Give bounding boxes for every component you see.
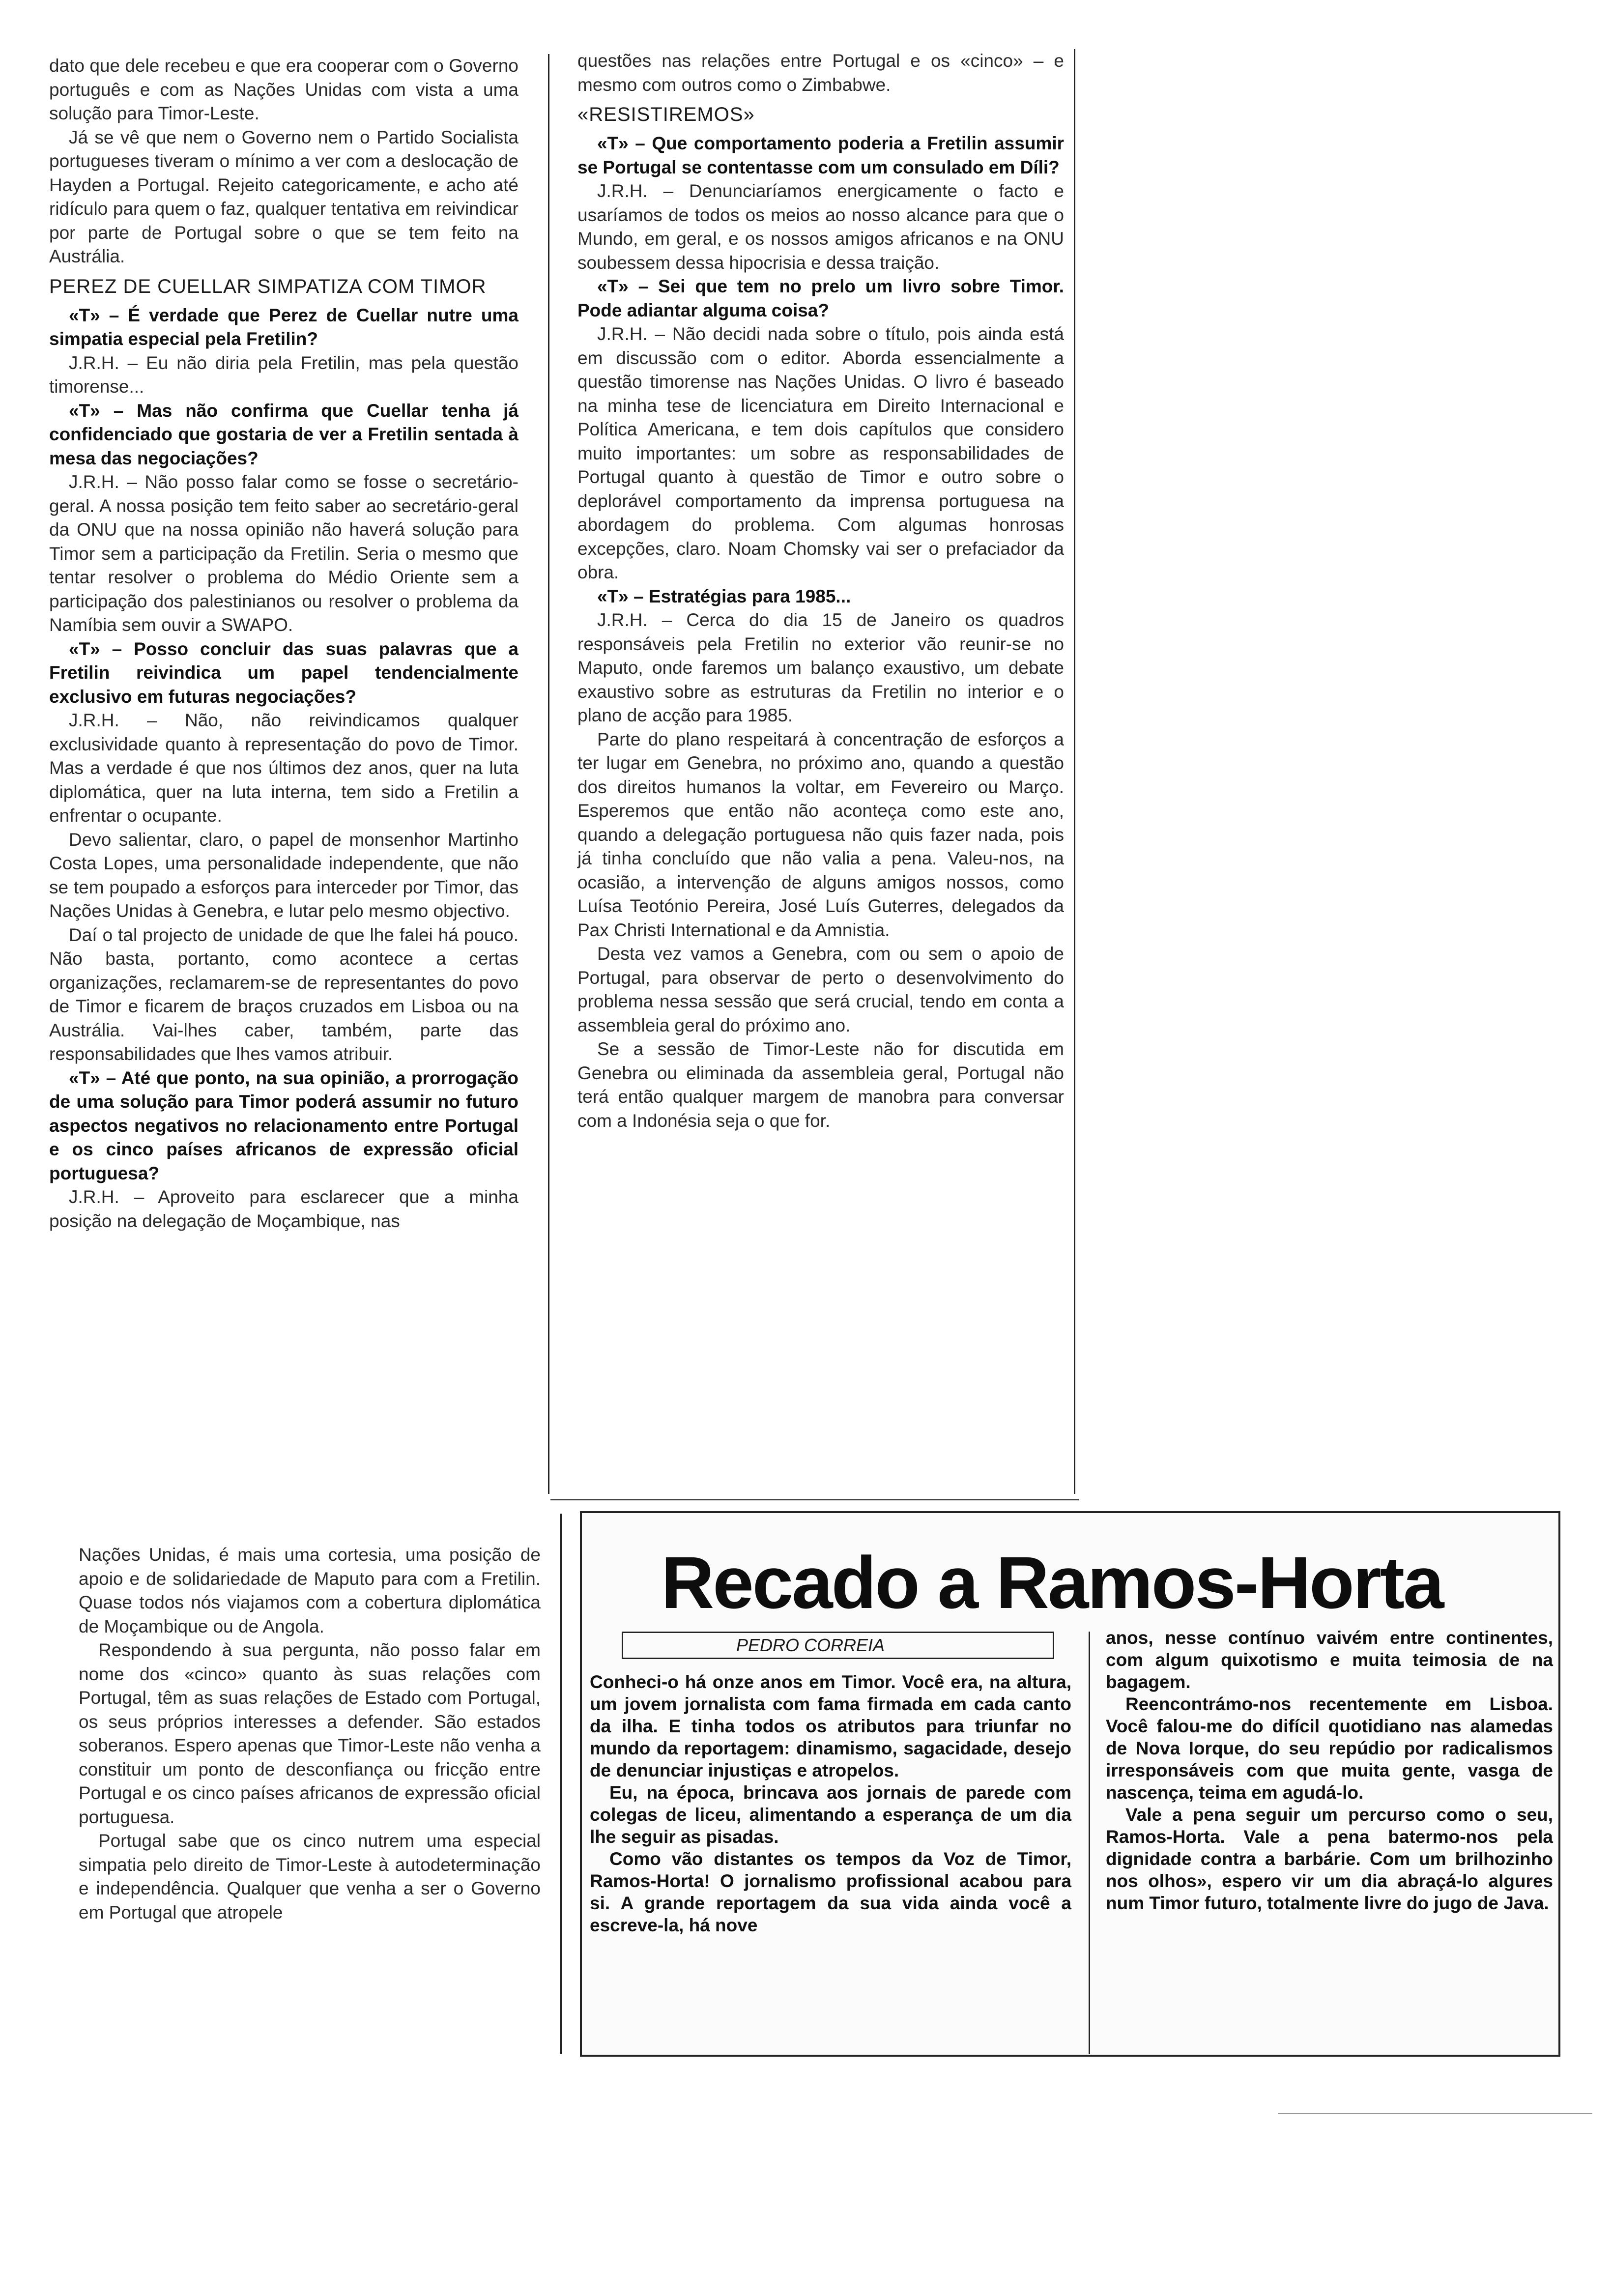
- paragraph: Conheci-o há onze anos em Timor. Você era, na altura, um jovem jornalista com fama firmada em cada canto da ilha. E tinha todos os atributos para triunfar no mundo da reportagem: dinamismo, sagacidade, desejo de denunciar injustiças e atropelos.: [590, 1672, 1071, 1780]
- question: «T» – Posso concluir das suas palavras que a Fretilin reivindica um papel tendencialmente exclusivo em futuras negociações?: [49, 638, 518, 707]
- paragraph: Nações Unidas, é mais uma cortesia, uma posição de apoio e de solidariedade de Maputo para com a Fretilin. Quase todos nós viajamos com a cobertura diplomática de Moçambique ou de Angola.: [79, 1545, 541, 1636]
- article-column-3: [79, 1543, 541, 1924]
- question: «T» – É verdade que Perez de Cuellar nutre uma simpatia especial pela Fretilin?: [49, 305, 518, 349]
- paragraph: questões nas relações entre Portugal e os «cinco» – e mesmo com outros como o Zimbabwe.: [577, 51, 1064, 95]
- answer: J.R.H. – Não decidi nada sobre o título, pois ainda está em discussão com o editor. Aborda essencialmente a questão timorense nas Nações Unidas. O livro é baseado na minha tese de licenciatura em Direito Internacional e Política Americana, e tem dois capítulos que considero muito importantes: um sobre as responsabilidades de Portugal quanto à questão de Timor e outro sobre o deplorável comportamento da imprensa portuguesa na abordagem do problema. Com algumas honrosas excepções, claro. Noam Chomsky vai ser o prefaciador da obra.: [577, 324, 1064, 582]
- paragraph: Daí o tal projecto de unidade de que lhe falei há pouco. Não basta, portanto, como acontece a certas organizações, reclamarem-se de representantes do povo de Timor e ficarem de braços cruzados em Lisboa ou na Austrália. Vai-lhes caber, também, parte das responsabilidades que lhes vamos atribuir.: [49, 924, 518, 1064]
- clipping-edge: [550, 1499, 1079, 1500]
- section-heading: «RESISTIREMOS»: [577, 104, 755, 125]
- answer: J.R.H. – Eu não diria pela Fretilin, mas pela questão timorense...: [49, 352, 518, 397]
- question: «T» – Até que ponto, na sua opinião, a prorrogação de uma solução para Timor poderá assumir no futuro aspectos negativos no relacionamento entre Portugal e os cinco países africanos de expressão oficial portuguesa?: [49, 1067, 518, 1183]
- clipping-column-left: [590, 1671, 1071, 1936]
- column-edge: [560, 1514, 562, 2054]
- paragraph: Devo salientar, claro, o papel de monsenhor Martinho Costa Lopes, uma personalidade independente, que não se tem poupado a esforços para interceder por Timor, das Nações Unidas à Genebra, e lutar pelo mesmo objectivo.: [49, 829, 518, 921]
- paragraph: anos, nesse contínuo vaivém entre continentes, com algum quixotismo e muita teimosia de na bagagem.: [1106, 1628, 1553, 1692]
- question: «T» – Que comportamento poderia a Fretilin assumir se Portugal se contentasse com um consulado em Díli?: [577, 133, 1064, 177]
- paragraph: dato que dele recebeu e que era cooperar com o Governo português e com as Nações Unidas com vista a uma solução para Timor-Leste.: [49, 56, 518, 123]
- paragraph: Respondendo à sua pergunta, não posso falar em nome dos «cinco» quanto às suas relações com Portugal, têm as suas relações de Estado com Portugal, os seus próprios interesses a defender. São estados soberanos. Espero apenas que Timor-Leste não venha a constituir um ponto de desconfiança ou fricção entre Portugal e os cinco países africanos de expressão oficial portuguesa.: [79, 1640, 541, 1827]
- answer: J.R.H. – Não posso falar como se fosse o secretário-geral. A nossa posição tem feito saber ao secretário-geral da ONU que na nossa opinião não haverá solução para Timor sem a participação da Fretilin. Seria o mesmo que tentar resolver o problema do Médio Oriente sem a participação dos palestinianos ou resolver o problema da Namíbia sem ouvir a SWAPO.: [49, 472, 518, 635]
- paragraph: Como vão distantes os tempos da Voz de Timor, Ramos-Horta! O jornalismo profissional acabou para si. A grande reportagem da sua vida ainda você a escreve-la, há nove: [590, 1849, 1071, 1935]
- paragraph: Portugal sabe que os cinco nutrem uma especial simpatia pelo direito de Timor-Leste à autodeterminação e independência. Qualquer que venha a ser o Governo em Portugal que atropele: [79, 1831, 541, 1923]
- question: «T» – Mas não confirma que Cuellar tenha já confidenciado que gostaria de ver a Fretilin sentada à mesa das negociações?: [49, 400, 518, 468]
- paragraph: Parte do plano respeitará à concentração de esforços a ter lugar em Genebra, no próximo ano, quando a questão dos direitos humanos la voltar, em Fevereiro ou Março. Esperemos que então não aconteça como este ano, quando a delegação portuguesa não quis fazer nada, pois já tinha concluído que não valia a pena. Valeu-nos, na ocasião, a intervenção de alguns amigos nossos, como Luísa Teotónio Pereira, José Luís Guterres, delegados da Pax Christi International e da Amnistia.: [577, 729, 1064, 940]
- clipping-byline: PEDRO CORREIA: [622, 1632, 1054, 1659]
- scan-mark: [1278, 2113, 1592, 2114]
- clipping-column-right: [1106, 1627, 1553, 1914]
- section-heading: PEREZ DE CUELLAR SIMPATIZA COM TIMOR: [49, 275, 487, 297]
- answer: J.R.H. – Denunciaríamos energicamente o facto e usaríamos de todos os meios ao nosso alcance para que o Mundo, em geral, e os nossos amigos africanos e na ONU soubessem dessa hipocrisia e dessa traição.: [577, 181, 1064, 273]
- column-edge: [1074, 49, 1075, 1494]
- answer: J.R.H. – Aproveito para esclarecer que a minha posição na delegação de Moçambique, nas: [49, 1187, 518, 1231]
- paragraph: Se a sessão de Timor-Leste não for discutida em Genebra ou eliminada da assembleia geral, Portugal não terá então qualquer margem de manobra para conversar com a Indonésia seja o que for.: [577, 1039, 1064, 1131]
- answer: J.R.H. – Cerca do dia 15 de Janeiro os quadros responsáveis pela Fretilin no exterior vão reunir-se no Maputo, onde faremos um balanço exaustivo, um debate exaustivo sobre as estruturas da Fretilin no interior e o plano de acção para 1985.: [577, 610, 1064, 725]
- clipping-column-divider: [1089, 1632, 1090, 2054]
- column-divider: [548, 54, 549, 1494]
- article-column-2: [577, 49, 1064, 1133]
- question: «T» – Sei que tem no prelo um livro sobre Timor. Pode adiantar alguma coisa?: [577, 276, 1064, 320]
- article-column-1: [49, 54, 518, 1233]
- paragraph: Reencontrámo-nos recentemente em Lisboa. Você falou-me do difícil quotidiano nas alamedas de Nova Iorque, do seu repúdio por radicalismos irresponsáveis com que muita gente, vasga de nascença, teima em agudá-lo.: [1106, 1694, 1553, 1803]
- paragraph: Eu, na época, brincava aos jornais de parede com colegas de liceu, alimentando a esperança de um dia lhe seguir as pisadas.: [590, 1782, 1071, 1847]
- clipping-title: Recado a Ramos-Horta: [661, 1541, 1443, 1624]
- paragraph: Vale a pena seguir um percurso como o seu, Ramos-Horta. Vale a pena batermo-nos pela dignidade contra a barbárie. Com um brilhozinho nos olhos», espero vir um dia abraçá-lo algures num Timor futuro, totalmente livre do jugo de Java.: [1106, 1805, 1553, 1913]
- question: «T» – Estratégias para 1985...: [597, 586, 851, 606]
- paragraph: Já se vê que nem o Governo nem o Partido Socialista portugueses tiveram o mínimo a ver com a deslocação de Hayden a Portugal. Rejeito categoricamente, e acho até ridículo para quem o faz, qualquer tentativa em reivindicar por parte de Portugal sobre o que se tem feito na Austrália.: [49, 127, 518, 266]
- paragraph: Desta vez vamos a Genebra, com ou sem o apoio de Portugal, para observar de perto o desenvolvimento do problema nessa sessão que será crucial, tendo em conta a assembleia geral do próximo ano.: [577, 944, 1064, 1035]
- answer: J.R.H. – Não, não reivindicamos qualquer exclusividade quanto à representação do povo de Timor. Mas a verdade é que nos últimos dez anos, quer na luta diplomática, quer na luta interna, tem sido a Fretilin a enfrentar o ocupante.: [49, 710, 518, 826]
